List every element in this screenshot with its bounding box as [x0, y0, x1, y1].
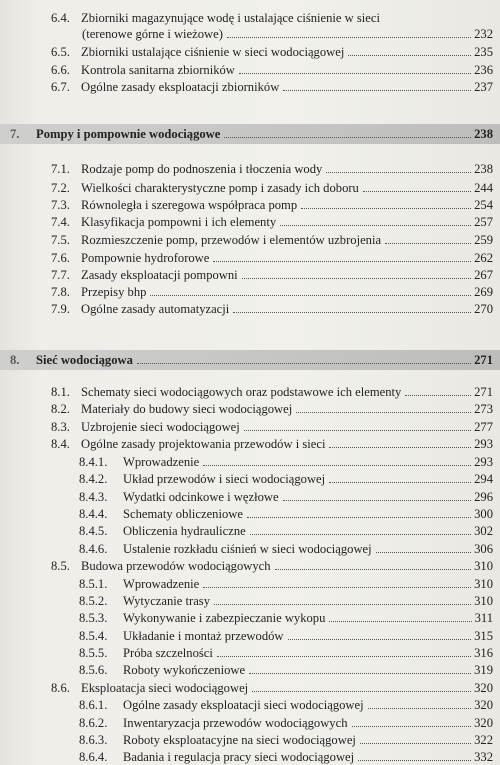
toc-entry[interactable]	[51, 214, 493, 230]
toc-title: Ogólne zasady projektowania przewodów i sieci	[81, 437, 326, 451]
toc-title: Przepisy bhp	[81, 285, 147, 299]
toc-page-number: 300	[474, 507, 493, 521]
toc-entry[interactable]	[51, 680, 493, 696]
toc-page-number: 310	[474, 559, 493, 573]
toc-number: 8.	[10, 353, 20, 367]
toc-title: Układanie i montaż przewodów	[123, 629, 284, 643]
toc-title: Ogólne zasady eksploatacji zbiorników	[81, 80, 280, 94]
toc-number: 8.4.3.	[79, 490, 108, 504]
toc-leader	[247, 507, 471, 518]
toc-leader	[217, 646, 471, 657]
toc-entry[interactable]	[51, 384, 493, 400]
toc-title: Wprowadzenie	[123, 455, 200, 469]
toc-number: 7.3.	[51, 198, 70, 212]
toc-number: 6.6.	[51, 63, 70, 77]
toc-leader	[348, 45, 471, 56]
toc-page-number: 235	[474, 45, 493, 59]
toc-page-number: 316	[474, 646, 493, 660]
toc-number: 8.6.4.	[79, 750, 108, 764]
toc-title: Badania i regulacja pracy sieci wodociągowej	[123, 750, 355, 764]
toc-leader	[283, 490, 472, 501]
toc-number: 7.7.	[51, 268, 70, 282]
toc-page-number: 310	[474, 577, 493, 591]
toc-entry[interactable]	[79, 628, 493, 644]
toc-entry[interactable]	[51, 161, 493, 177]
toc-leader	[249, 663, 471, 674]
toc-leader	[301, 198, 471, 209]
toc-number: 7.8.	[51, 285, 70, 299]
toc-number: 8.4.6.	[79, 542, 108, 556]
toc-page-number: 294	[474, 472, 493, 486]
toc-entry[interactable]	[51, 232, 493, 248]
toc-entry[interactable]	[79, 645, 493, 661]
toc-number: 7.	[10, 127, 20, 141]
toc-page-number: 322	[474, 733, 493, 747]
toc-page-number: 319	[474, 663, 493, 677]
toc-page-number: 269	[474, 285, 493, 299]
toc-leader	[214, 594, 471, 605]
toc-leader	[326, 162, 471, 173]
toc-title: Rozmieszczenie pomp, przewodów i elementów uzbrojenia	[81, 233, 382, 247]
toc-title: Zbiorniki ustalające ciśnienie w sieci wodociągowej	[81, 45, 345, 59]
toc-page-number: 302	[474, 524, 493, 538]
toc-page-number: 238	[474, 162, 493, 176]
toc-entry[interactable]	[51, 401, 493, 417]
toc-title: Kontrola sanitarna zbiorników	[81, 63, 235, 77]
toc-number: 8.6.2.	[79, 716, 108, 730]
toc-leader	[275, 559, 472, 570]
toc-title: Ogólne zasady eksploatacji sieci wodociągowej	[123, 698, 364, 712]
toc-leader	[385, 233, 471, 244]
toc-entry[interactable]	[79, 471, 493, 487]
toc-entry[interactable]	[51, 10, 493, 26]
toc-leader	[329, 611, 471, 622]
toc-title: Wykonywanie i zabezpieczanie wykopu	[123, 611, 326, 625]
toc-page-number: 310	[474, 594, 493, 608]
toc-page-number: 232	[474, 27, 493, 41]
toc-leader	[203, 577, 471, 588]
toc-entry[interactable]	[79, 732, 493, 748]
toc-entry[interactable]	[79, 454, 493, 470]
toc-page-number: 273	[474, 402, 493, 416]
toc-leader	[283, 80, 471, 91]
toc-number: 8.5.	[51, 559, 70, 573]
toc-leader	[137, 353, 471, 364]
toc-entry[interactable]	[51, 419, 493, 435]
toc-entry[interactable]	[79, 662, 493, 678]
toc-entry[interactable]	[79, 610, 493, 626]
toc-page-number: 320	[474, 716, 493, 730]
toc-page-number: 271	[474, 353, 493, 367]
toc-page-number: 267	[474, 268, 493, 282]
toc-title: Próba szczelności	[123, 646, 213, 660]
toc-leader	[213, 251, 471, 262]
toc-number: 7.5.	[51, 233, 70, 247]
toc-number: 8.6.3.	[79, 733, 108, 747]
toc-title: Klasyfikacja pompowni i ich elementy	[81, 215, 277, 229]
toc-title: Wydatki odcinkowe i węzłowe	[123, 490, 279, 504]
toc-entry[interactable]	[79, 523, 493, 539]
toc-title: Sieć wodociągowa	[36, 353, 133, 367]
toc-number: 8.6.1.	[79, 698, 108, 712]
toc-page-number: 259	[474, 233, 493, 247]
toc-leader	[358, 750, 471, 761]
toc-leader	[150, 285, 471, 296]
toc-entry[interactable]	[79, 749, 493, 765]
toc-leader	[244, 420, 471, 431]
toc-title: (terenowe górne i wieżowe)	[82, 27, 223, 41]
toc-leader	[250, 524, 471, 535]
toc-entry[interactable]	[51, 436, 493, 452]
toc-leader	[239, 63, 471, 74]
toc-number: 7.2.	[51, 181, 70, 195]
toc-entry[interactable]	[51, 79, 493, 95]
toc-entry[interactable]	[51, 250, 493, 266]
toc-leader	[368, 698, 472, 709]
toc-title: Wytyczanie trasy	[123, 594, 211, 608]
toc-title: Uzbrojenie sieci wodociągowej	[81, 420, 240, 434]
toc-entry[interactable]	[51, 267, 493, 283]
toc-page-number: 270	[474, 302, 493, 316]
toc-leader	[405, 385, 471, 396]
toc-number: 8.5.4.	[79, 629, 108, 643]
toc-entry[interactable]	[79, 697, 493, 713]
toc-title: Obliczenia hydrauliczne	[123, 524, 246, 538]
toc-page-number: 320	[474, 681, 493, 695]
toc-number: 7.6.	[51, 251, 70, 265]
toc-number: 7.1.	[51, 162, 70, 176]
toc-entry[interactable]	[51, 180, 493, 196]
toc-entry[interactable]	[51, 558, 493, 574]
toc-number: 8.4.2.	[79, 472, 108, 486]
toc-entry[interactable]	[79, 489, 493, 505]
toc-page-number: 244	[474, 181, 493, 195]
toc-entry[interactable]	[79, 715, 493, 731]
toc-title: Inwentaryzacja przewodów wodociągowych	[123, 716, 348, 730]
toc-title: Zbiorniki magazynujące wodę i ustalające ciśnienie w sieci	[81, 11, 380, 25]
toc-leader	[242, 268, 471, 279]
toc-title: Roboty wykończeniowe	[123, 663, 246, 677]
toc-entry[interactable]	[79, 541, 493, 557]
toc-number: 8.4.1.	[79, 455, 108, 469]
toc-number: 6.7.	[51, 80, 70, 94]
toc-leader	[227, 27, 471, 38]
toc-page-number: 293	[474, 437, 493, 451]
toc-number: 8.5.1.	[79, 577, 108, 591]
toc-leader	[329, 437, 471, 448]
toc-title: Równoległa i szeregowa współpraca pomp	[81, 198, 298, 212]
toc-chapter[interactable]	[10, 352, 493, 368]
toc-page-number: 315	[474, 629, 493, 643]
toc-entry[interactable]	[51, 197, 493, 213]
toc-page-number: 296	[474, 490, 493, 504]
toc-page-number: 254	[474, 198, 493, 212]
toc-title: Pompownie hydroforowe	[81, 251, 210, 265]
toc-number: 6.5.	[51, 45, 70, 59]
toc-number: 8.5.2.	[79, 594, 108, 608]
toc-number: 8.6.	[51, 681, 70, 695]
toc-title: Zasady eksploatacji pompowni	[81, 268, 238, 282]
toc-page-number: 237	[474, 80, 493, 94]
toc-leader	[224, 127, 471, 138]
toc-title: Roboty eksploatacyjne na sieci wodociągowej	[123, 733, 356, 747]
toc-number: 8.5.5.	[79, 646, 108, 660]
toc-title: Układ przewodów i sieci wodociągowej	[123, 472, 326, 486]
toc-title: Ogólne zasady automatyzacji	[81, 302, 230, 316]
toc-leader	[376, 542, 471, 553]
toc-leader	[203, 455, 471, 466]
toc-entry[interactable]	[51, 44, 493, 60]
toc-entry[interactable]	[79, 506, 493, 522]
toc-leader	[252, 681, 471, 692]
toc-page-number: 320	[474, 698, 493, 712]
toc-title: Budowa przewodów wodociągowych	[81, 559, 271, 573]
toc-number: 8.4.	[51, 437, 70, 451]
toc-leader	[363, 181, 471, 192]
toc-number: 7.9.	[51, 302, 70, 316]
toc-page-number: 332	[474, 750, 493, 764]
toc-page-number: 311	[474, 611, 493, 625]
toc-page-number: 262	[474, 251, 493, 265]
toc-number: 8.5.3.	[79, 611, 108, 625]
toc-title: Wielkości charakterystyczne pomp i zasady ich doboru	[81, 181, 359, 195]
toc-number: 6.4.	[51, 11, 70, 25]
toc-page-number: 236	[474, 63, 493, 77]
toc-number: 8.5.6.	[79, 663, 108, 677]
toc-number: 8.4.4.	[79, 507, 108, 521]
toc-entry[interactable]	[51, 62, 493, 78]
toc-title: Pompy i pompownie wodociągowe	[36, 127, 221, 141]
toc-leader	[329, 472, 471, 483]
toc-leader	[352, 716, 472, 727]
toc-leader	[288, 629, 472, 640]
toc-entry[interactable]	[51, 284, 493, 300]
toc-number: 8.3.	[51, 420, 70, 434]
toc-entry[interactable]	[51, 301, 493, 317]
toc-number: 8.4.5.	[79, 524, 108, 538]
toc-entry[interactable]	[79, 576, 493, 592]
toc-title: Rodzaje pomp do podnoszenia i tłoczenia wody	[81, 162, 323, 176]
toc-number: 7.4.	[51, 215, 70, 229]
toc-leader	[360, 733, 471, 744]
toc-leader	[233, 302, 471, 313]
toc-number: 8.1.	[51, 385, 70, 399]
toc-title: Schematy sieci wodociągowych oraz podstawowe ich elementy	[81, 385, 402, 399]
toc-title: Ustalenie rozkładu ciśnień w sieci wodociągowej	[123, 542, 372, 556]
toc-title: Wprowadzenie	[123, 577, 200, 591]
toc-page-number: 257	[474, 215, 493, 229]
toc-page-number: 238	[474, 127, 493, 141]
toc-leader	[280, 215, 471, 226]
toc-entry[interactable]	[78, 26, 493, 42]
toc-title: Materiały do budowy sieci wodociągowej	[81, 402, 293, 416]
toc-page-number: 293	[474, 455, 493, 469]
toc-page-number: 277	[474, 420, 493, 434]
toc-title: Eksploatacja sieci wodociągowej	[81, 681, 249, 695]
toc-entry[interactable]	[79, 593, 493, 609]
toc-number: 8.2.	[51, 402, 70, 416]
toc-page-number: 306	[474, 542, 493, 556]
toc-chapter[interactable]	[10, 126, 493, 142]
toc-page-number: 271	[474, 385, 493, 399]
toc-leader	[296, 402, 471, 413]
toc-title: Schematy obliczeniowe	[123, 507, 243, 521]
